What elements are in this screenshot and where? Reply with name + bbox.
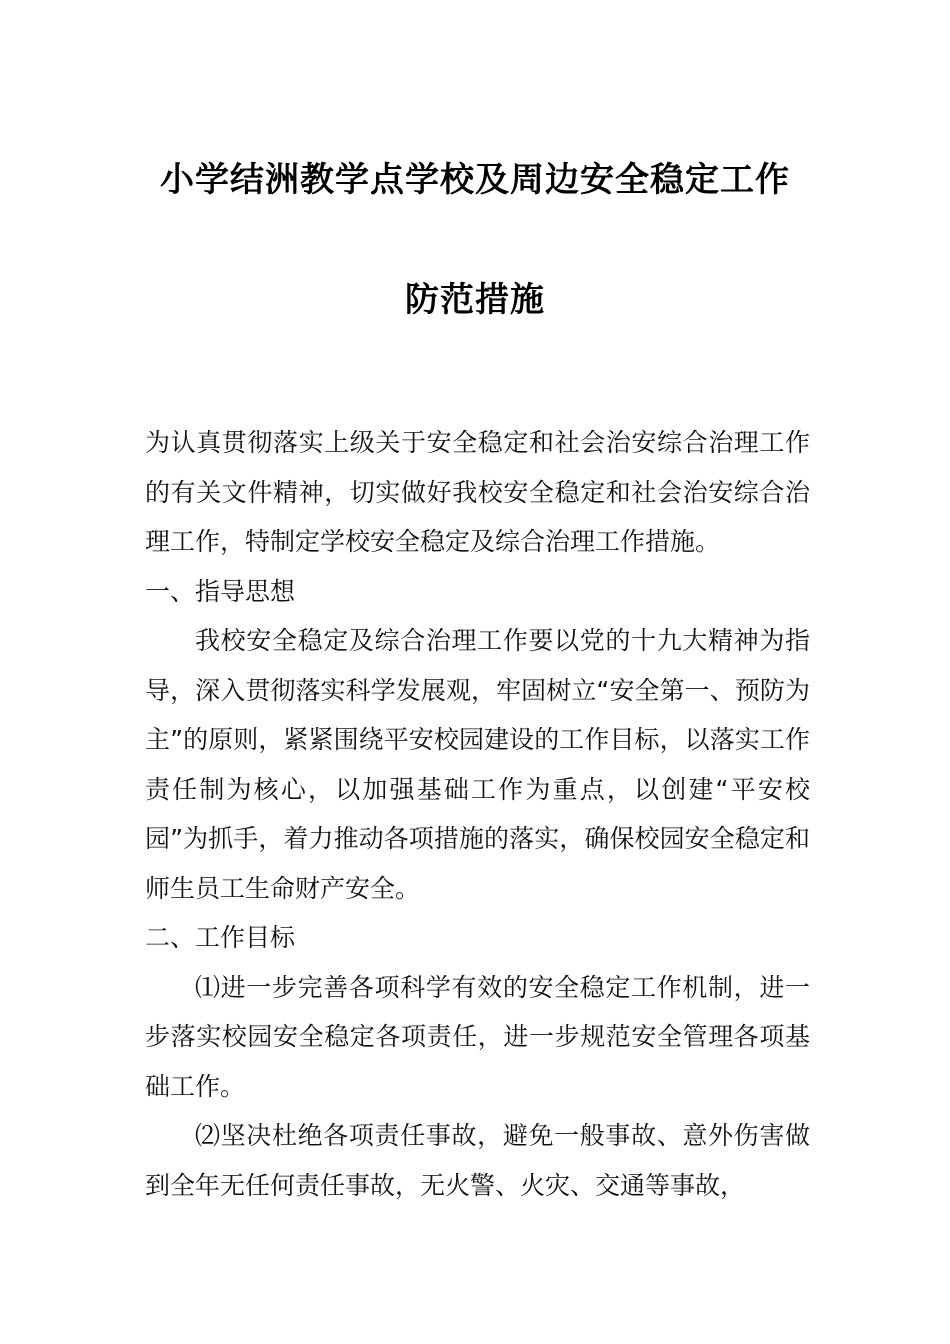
section-heading-guiding-ideology: 一、指导思想 xyxy=(145,576,296,606)
intro-paragraph: 为认真贯彻落实上级关于安全稳定和社会治安综合治理工作的有关文件精神，切实做好我校安全稳定和社会治安综合治理工作，特制定学校安全稳定及综合治理工作措施。 xyxy=(145,428,810,556)
document-title-line-2: 防范措施 xyxy=(405,280,545,320)
goal-2-paragraph: ⑵坚决杜绝各项责任事故，避免一般事故、意外伤害做到全年无任何责任事故，无火警、火灾、交通等事故， xyxy=(145,1121,810,1200)
guiding-ideology-paragraph: 我校安全稳定及综合治理工作要以党的十九大精神为指导，深入贯彻落实科学发展观，牢固树立“安全第一、预防为主”的原则，紧紧围绕平安校园建设的工作目标，以落实工作责任制为核心，以加强基础工作为重点，以创建“平安校园”为抓手，着力推动各项措施的落实，确保校园安全稳定和师生员工生命财产安全。 xyxy=(145,626,810,903)
document-title-line-1: 小学结洲教学点学校及周边安全稳定工作 xyxy=(160,160,790,200)
document-body xyxy=(145,418,810,1210)
section-heading-work-goals: 二、工作目标 xyxy=(145,923,296,952)
goal-1-paragraph: ⑴进一步完善各项科学有效的安全稳定工作机制，进一步落实校园安全稳定各项责任，进一步规范安全管理各项基础工作。 xyxy=(145,972,810,1101)
